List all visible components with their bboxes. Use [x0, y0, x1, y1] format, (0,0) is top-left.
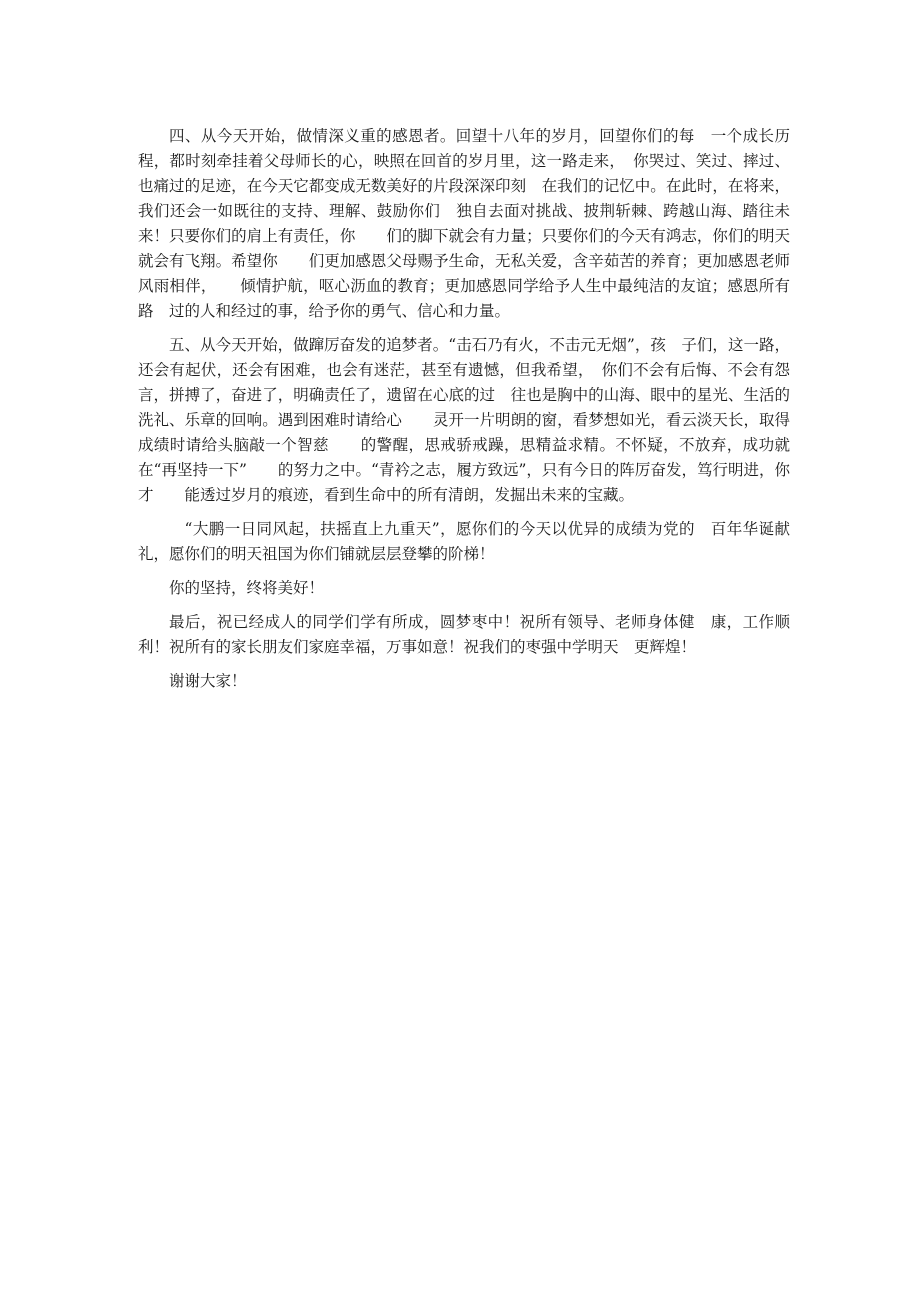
paragraph-gratitude: 四、从今天开始，做情深义重的感恩者。回望十八年的岁月，回望你们的每 一个成长历程，都时刻牵挂着父母师长的心，映照在回首的岁月里，这一路走来， 你哭过、笑过、摔过、也痛过的足迹，在今天它都变成无数美好的片段深深印刻 在我们的记忆中。在此时，在将来，我们还会一如既往的支持、理解、鼓励你们 独自去面对挑战、披荆斩棘、跨越山海、踏往未来！只要你们的肩上有责任，你 们的脚下就会有力量；只要你们的今天有鸿志，你们的明天就会有飞翔。希望你 们更加感恩父母赐予生命，无私关爱，含辛茹苦的养育；更加感恩老师风雨相伴， 倾情护航，呕心沥血的教育；更加感恩同学给予人生中最纯洁的友谊；感恩所有路 过的人和经过的事，给予你的勇气、信心和力量。 — [138, 127, 790, 320]
paragraph-thanks: 谢谢大家！ — [169, 672, 247, 690]
paragraph-persistence: 你的坚持，终将美好！ — [169, 579, 325, 597]
document-body — [138, 124, 790, 703]
paragraph-blessings: 最后，祝已经成人的同学们学有所成，圆梦枣中！祝所有领导、老师身体健 康，工作顺利！祝所有的家长朋友们家庭幸福，万事如意！祝我们的枣强中学明天 更辉煌！ — [138, 613, 790, 656]
paragraph-dream-chaser: 五、从今天开始，做蹿厉奋发的追梦者。“击石乃有火，不击元无烟”，孩 子们，这一路，还会有起伏，还会有困难，也会有迷茫，甚至有遗憾，但我希望， 你们不会有后悔、不会有怨言，拼搏了，奋进了，明确责任了，遗留在心底的过 往也是胸中的山海、眼中的星光、生活的洗礼、乐章的回响。遇到困难时请给心 灵开一片明朗的窗，看梦想如光，看云淡天长，取得成绩时请给头脑敲一个智慈 的警醒，思戒骄戒躁，思精益求精。不怀疑，不放弃，成功就在“再坚持一下” 的努力之中。“青衿之志，履方致远”，只有今日的阵厉奋发，笃行明进，你才 能透过岁月的痕迹，看到生命中的所有清朗，发掘出未来的宝藏。 — [138, 336, 790, 504]
paragraph-quote-dapeng: “大鹏一日同风起，扶摇直上九重天”，愿你们的今天以优异的成绩为党的 百年华诞献礼，愿你们的明天祖国为你们铺就层层登攀的阶梯！ — [138, 520, 790, 563]
